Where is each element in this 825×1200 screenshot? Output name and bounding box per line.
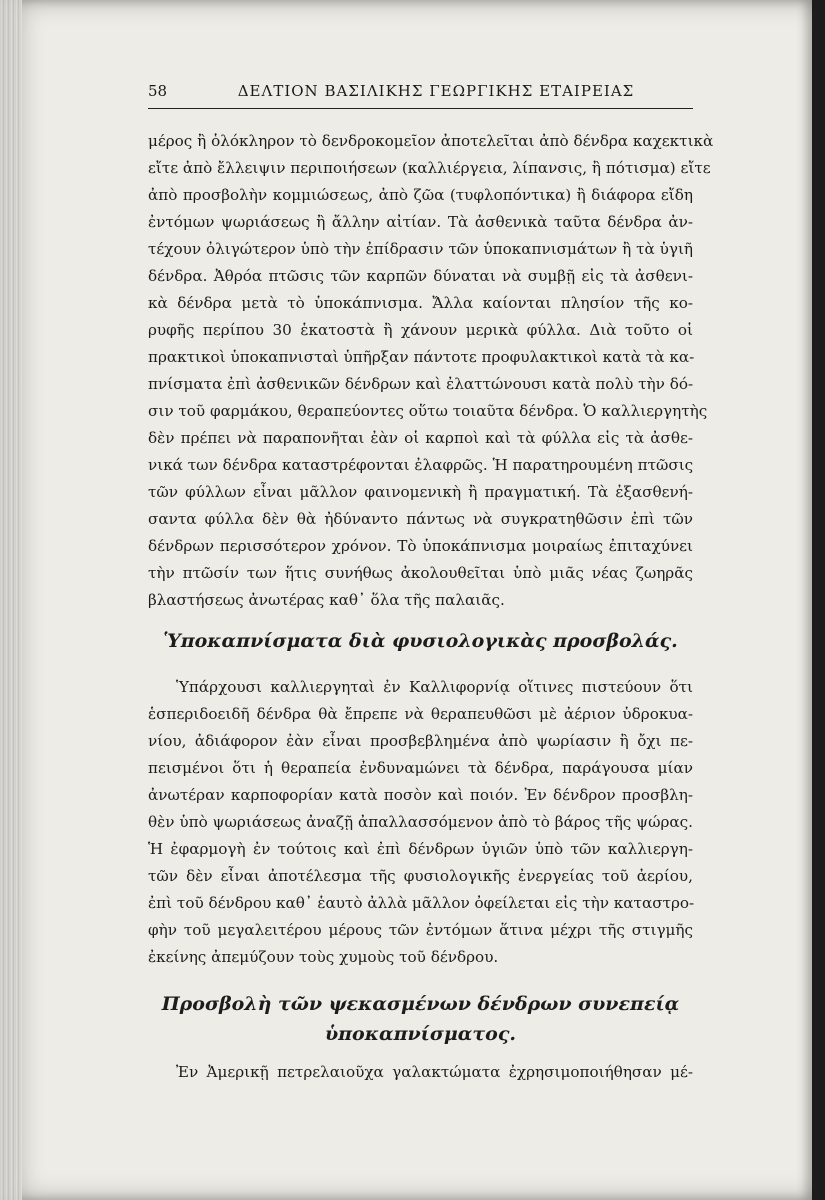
- paragraph-3: [148, 1059, 693, 1086]
- text-line: ἑσπεριδοειδῆ δένδρα θὰ ἔπρεπε νὰ θεραπευθῶσι μὲ ἀέριον ὑδροκυα-: [148, 705, 693, 723]
- page-header: [148, 82, 693, 109]
- text-line: πρακτικοὶ ὑποκαπνισταὶ ὑπῆρξαν πάντοτε προφυλακτικοὶ κατὰ τὰ κα-: [148, 348, 695, 366]
- section-heading-1: Ὑποκαπνίσματα διὰ φυσιολογικὰς προσβολάς.: [163, 630, 678, 652]
- text-line: τέχουν ὀλιγώτερον ὑπὸ τὴν ἐπίδρασιν τῶν ὑποκαπνισμάτων ἢ τὰ ὑγιῆ: [148, 240, 693, 258]
- text-line: τὴν πτῶσίν των ἥτις συνήθως ἀκολουθεῖται ὑπὸ μιᾶς νέας ζωηρᾶς: [148, 564, 693, 582]
- text-line: σαντα φύλλα δὲν θὰ ἠδύναντο πάντως νὰ συγκρατηθῶσιν ἐπὶ τῶν: [148, 510, 693, 528]
- scan-border: [812, 0, 825, 1200]
- page-number: 58: [148, 82, 168, 100]
- text-line: νίου, ἀδιάφορον ἐὰν εἶναι προσβεβλημένα ἀπὸ ψωρίασιν ἢ ὄχι πε-: [148, 732, 693, 750]
- text-line: σιν τοῦ φαρμάκου, θεραπεύοντες οὕτω τοιαῦτα δένδρα. Ὁ καλλιεργητὴς: [148, 402, 708, 420]
- text-line: δένδρων περισσότερον χρόνον. Τὸ ὑποκάπνισμα μοιραίως ἐπιταχύνει: [148, 537, 693, 555]
- section-heading-2: [148, 989, 693, 1049]
- text-line: τῶν δὲν εἶναι ἀποτέλεσμα τῆς φυσιολογικῆς ἐνεργείας τοῦ ἀερίου,: [148, 867, 693, 885]
- text-line: ἀνωτέραν καρποφορίαν κατὰ ποσὸν καὶ ποιόν. Ἐν δένδρον προσβλη-: [148, 786, 693, 804]
- text-line: νικά των δένδρα καταστρέφονται ἐλαφρῶς. Ἡ παρατηρουμένη πτῶσις: [148, 456, 694, 474]
- text-line: δένδρα. Ἀθρόα πτῶσις τῶν καρπῶν δύναται νὰ συμβῇ εἰς τὰ ἀσθενι-: [148, 267, 693, 285]
- text-line: τῶν φύλλων εἶναι μᾶλλον φαινομενικὴ ἢ πραγματική. Τὰ ἐξασθενή-: [148, 483, 693, 501]
- text-line: δὲν πρέπει νὰ παραπονῆται ἐὰν οἱ καρποὶ καὶ τὰ φύλλα εἰς τὰ ἀσθε-: [148, 429, 693, 447]
- section-heading-2-line: ὑποκαπνίσματος.: [324, 1023, 517, 1045]
- text-line: Ἡ ἐφαρμογὴ ἐν τούτοις καὶ ἐπὶ δένδρων ὑγιῶν ὑπὸ τῶν καλλιεργη-: [148, 840, 693, 858]
- text-line: πεισμένοι ὅτι ἡ θεραπεία ἐνδυναμώνει τὰ δένδρα, παράγουσα μίαν: [148, 759, 693, 777]
- text-line: κὰ δένδρα μετὰ τὸ ὑποκάπνισμα. Ἄλλα καίονται πλησίον τῆς κο-: [148, 294, 693, 312]
- text-line: μέρος ἢ ὁλόκληρον τὸ δενδροκομεῖον ἀποτελεῖται ἀπὸ δένδρα καχεκτικὰ: [148, 132, 714, 150]
- page-stack-edge: [0, 0, 22, 1200]
- running-title: ΔΕΛΤΙΟΝ ΒΑΣΙΛΙΚΗΣ ΓΕΩΡΓΙΚΗΣ ΕΤΑΙΡΕΙΑΣ: [237, 82, 635, 100]
- text-line: εἴτε ἀπὸ ἔλλειψιν περιποιήσεων (καλλιέργεια, λίπανσις, ἢ πότισμα) εἴτε: [148, 159, 711, 177]
- paragraph-1: [148, 128, 714, 614]
- text-line: πνίσματα ἐπὶ ἀσθενικῶν δένδρων καὶ ἐλαττώνουσι κατὰ πολὺ τὴν δό-: [148, 375, 694, 393]
- section-heading-2-line: Προσβολὴ τῶν ψεκασμένων δένδρων συνεπείᾳ: [161, 993, 680, 1015]
- text-line: Ὑπάρχουσι καλλιεργηταὶ ἐν Καλλιφορνίᾳ οἵτινες πιστεύουν ὅτι: [176, 678, 693, 696]
- text-line: ἐπὶ τοῦ δένδρου καθ᾽ ἑαυτὸ ἀλλὰ μᾶλλον ὀφείλεται εἰς τὴν καταστρο-: [148, 894, 695, 912]
- paragraph-2: [148, 674, 693, 971]
- text-line: ἐντόμων ψωριάσεως ἢ ἄλλην αἰτίαν. Τὰ ἀσθενικὰ ταῦτα δένδρα ἀν-: [148, 213, 693, 231]
- text-line: Ἐν Ἀμερικῇ πετρελαιοῦχα γαλακτώματα ἐχρησιμοποιήθησαν μέ-: [176, 1063, 693, 1081]
- text-line: θὲν ὑπὸ ψωριάσεως ἀναζῇ ἀπαλλασσόμενον ἀπὸ τὸ βάρος τῆς ψώρας.: [148, 813, 693, 831]
- text-line: ἀπὸ προσβολὴν κομμιώσεως, ἀπὸ ζῶα (τυφλοπόντικα) ἢ διάφορα εἴδη: [148, 186, 693, 204]
- text-line: ρυφῆς περίπου 30 ἑκατοστὰ ἢ χάνουν μερικὰ φύλλα. Διὰ τοῦτο οἱ: [148, 321, 693, 339]
- page-body: [148, 128, 714, 1086]
- text-line: βλαστήσεως ἀνωτέρας καθ᾽ ὅλα τῆς παλαιᾶς.: [148, 591, 505, 609]
- text-line: ἐκείνης ἀπεμύζουν τοὺς χυμοὺς τοῦ δένδρου.: [148, 948, 499, 966]
- text-line: φὴν τοῦ μεγαλειτέρου μέρους τῶν ἐντόμων ἅτινα μέχρι τῆς στιγμῆς: [148, 921, 693, 939]
